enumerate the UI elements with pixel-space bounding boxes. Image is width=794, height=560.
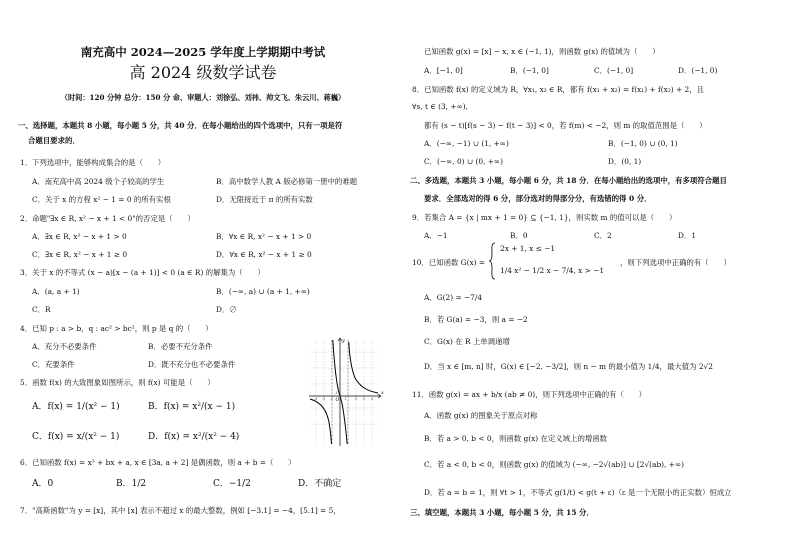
question-1-option-b: B．高中数学人教 A 版必修第一册中的难题 (216, 177, 358, 186)
question-8-condition-cont: 都有 (s − t)[f(s − 3) − f(t − 3)] < 0，若 f(m) < −2，则 m 的取值范围是（ ） (424, 121, 707, 130)
question-1-option-d: D．无限接近于 π 的所有实数 (216, 195, 313, 204)
question-11: 11．函数 g(x) = ax + b/x (ab ≠ 0)，则下列选项中正确的有（ ） (412, 390, 647, 399)
question-8-option-a: A．(−∞, −1) ∪ (1, +∞) (424, 139, 509, 148)
question-4: 4．已知 p : a > b，q : ac² > bc²，则 p 是 q 的（ ） (20, 324, 213, 333)
question-10-prefix: 10．已知函数 G(x) = (412, 258, 486, 267)
question-5: 5．函数 f(x) 的大致图象如图所示，则 f(x) 可能是（ ） (20, 378, 215, 387)
question-11-option-a: A．函数 g(x) 的图象关于原点对称 (424, 411, 538, 420)
question-7-option-c: C．(−1, 0] (594, 66, 634, 75)
question-10-option-c: C．G(x) 在 R 上单调递增 (424, 337, 510, 346)
question-6-option-d: D．不确定 (298, 479, 342, 489)
question-5-option-a: A．f(x) = 1/(x² − 1) (32, 402, 120, 412)
tick-label: -4 (314, 397, 318, 401)
question-10-case-1: 2x + 1, x ≤ −1 (500, 244, 556, 253)
question-3: 3．关于 x 的不等式 (x − a)[x − (a + 1)] < 0 (a ∈ R) 的解集为（ ） (20, 268, 265, 277)
tick-label: 1 (344, 397, 347, 401)
question-6: 6．已知函数 f(x) = x³ + bx + a, x ∈ [3a, a + 2] 是偶函数，则 a + b =（ ） (20, 458, 296, 467)
question-9-option-a: A．−1 (424, 231, 448, 240)
question-3-option-c: C．R (32, 305, 51, 314)
question-7-option-b: B．(−1, 0] (510, 66, 549, 75)
question-3-option-b: B．(−∞, a) ∪ (a + 1, +∞) (216, 287, 310, 296)
question-5-option-b: B．f(x) = x²/(x − 1) (148, 402, 236, 412)
question-1-option-c: C．关于 x 的方程 x² − 1 = 0 的所有实根 (32, 195, 171, 204)
school-title: 南充高中 2024—2025 学年度上学期期中考试 (80, 45, 326, 59)
question-1: 1．下列选项中，能够构成集合的是（ ） (20, 158, 166, 167)
y-axis-label: y (342, 338, 345, 344)
question-5-option-c: C．f(x) = x/(x² − 1) (32, 432, 120, 442)
question-6-option-c: C．−1/2 (213, 479, 251, 489)
exam-info: （时间：120 分钟 总分：150 分 命、审题人：刘徐弘、刘祎、帅文飞、朱云川、蒋巍） (60, 93, 346, 102)
question-4-option-c: C．充要条件 (32, 360, 75, 369)
question-9: 9．若集合 A = {x | mx + 1 = 0} ⊆ {−1, 1}，则实数 m 的值可以是（ ） (412, 213, 677, 222)
question-4-option-d: D．既不充分也不必要条件 (148, 360, 236, 369)
curve-left-branch (310, 399, 332, 444)
section-1-heading-cont: 合题目要求的． (28, 136, 80, 145)
question-10-suffix: ，则下列选项中正确的有（ ） (620, 258, 731, 267)
section-2-heading-cont: 要求．全部选对的得 6 分，部分选对的得部分分，有选错的得 0 分． (424, 194, 652, 203)
curve-right-branch (349, 342, 378, 393)
tick-label: 4 (371, 397, 374, 401)
question-1-option-a: A．南充高中高 2024 级个子较高的学生 (32, 177, 165, 186)
question-2: 2．命题"∃x ∈ R, x² − x + 1 < 0"的否定是（ ） (20, 214, 195, 223)
question-4-option-b: B．必要不充分条件 (148, 342, 213, 351)
piecewise-brace (488, 242, 496, 280)
section-3-heading: 三、填空题，本题共 3 小题，每小题 5 分，共 15 分． (410, 508, 594, 517)
tick-label: 2 (355, 397, 358, 401)
tick-label: -1 (334, 391, 338, 395)
question-5-option-d: D．f(x) = x²/(x² − 4) (148, 432, 240, 442)
question-11-option-b: B．若 a > 0, b < 0，则函数 g(x) 在定义域上的增函数 (424, 434, 608, 443)
question-8-option-c: C．(−∞, 0) ∪ (0, +∞) (424, 157, 503, 166)
question-8-condition: ∀s, t ∈ (3, +∞), (412, 102, 468, 111)
question-6-option-a: A．0 (32, 479, 54, 489)
question-3-option-a: A．(a, a + 1) (32, 287, 80, 296)
question-2-option-c: C．∃x ∈ R, x² − x + 1 ≥ 0 (32, 250, 128, 259)
tick-label: -3 (322, 397, 326, 401)
question-3-option-d: D．∅ (216, 305, 237, 314)
question-7-option-d: D．(−1, 0) (678, 66, 718, 75)
question-2-option-d: D．∀x ∈ R, x² − x + 1 ≥ 0 (216, 250, 312, 259)
exam-title: 高 2024 级数学试卷 (129, 63, 277, 82)
section-2-heading: 二、多选题，本题共 3 小题，每小题 6 分，共 18 分．在每小题给出的选项中，有多项符合题目 (410, 176, 727, 185)
question-10-option-d: D．当 x ∈ [m, n] 时，G(x) ∈ [−2, −3/2]，则 n − m 的最小值为 1/4，最大值为 2√2 (424, 362, 713, 371)
question-8-option-b: B．(−1, 0) ∪ (0, 1) (608, 139, 678, 148)
graph-grid (310, 340, 378, 444)
question-10-case-2: 1/4 x² − 1/2 x − 7/4, x > −1 (500, 266, 605, 275)
tick-label: 3 (363, 397, 366, 401)
origin-label: O (335, 398, 340, 403)
section-1-heading: 一、选择题，本题共 8 小题，每小题 5 分，共 40 分．在每小题给出的四个选项中，只有一项是符 (18, 121, 343, 130)
question-9-option-b: B．0 (510, 231, 528, 240)
question-7-option-a: A．[−1, 0] (424, 66, 463, 75)
function-graph (306, 336, 384, 448)
tick-label: -2 (330, 397, 334, 401)
question-2-option-b: B．∀x ∈ R, x² − x + 1 > 0 (216, 232, 312, 241)
question-4-option-a: A．充分不必要条件 (32, 342, 97, 351)
question-6-option-b: B．1/2 (116, 479, 147, 489)
question-10-option-b: B．若 G(a) = −3，则 a = −2 (424, 315, 528, 324)
question-7: 7．"高斯函数"为 y = [x]，其中 [x] 表示不超过 x 的最大整数，例如 [−3.1] = −4，[5.1] = 5， (20, 506, 341, 515)
question-9-option-c: C．2 (594, 231, 612, 240)
question-8-option-d: D．(0, 1) (608, 157, 642, 166)
question-11-option-d: D．若 a = b = 1，则 ∀t > 1，不等式 g(1/t) < g(t + ε)（ε 是一个无限小的正实数）恒成立 (424, 488, 732, 497)
question-10-option-a: A．G(2) = −7/4 (424, 293, 483, 302)
graph-axes (309, 338, 380, 446)
x-axis-label: x (381, 390, 384, 396)
question-2-option-a: A．∃x ∈ R, x² − x + 1 > 0 (32, 232, 127, 241)
question-7-continued: 已知函数 g(x) = [x] − x, x ∈ (−1, 1)，则函数 g(x) 的值域为（ ） (424, 47, 660, 56)
question-9-option-d: D．1 (678, 231, 697, 240)
question-8: 8．已知函数 f(x) 的定义域为 R，∀x₁, x₂ ∈ R，都有 f(x₁ + x₂) = f(x₁) + f(x₂) + 2，且 (412, 85, 705, 94)
question-11-option-c: C．若 a < 0, b < 0，则函数 g(x) 的值域为 (−∞, −2√(ab)] ∪ [2√(ab), +∞) (424, 460, 684, 469)
